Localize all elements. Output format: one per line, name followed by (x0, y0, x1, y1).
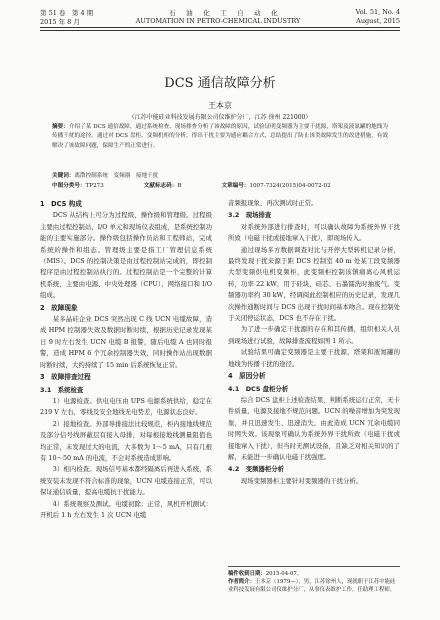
received-date (228, 570, 400, 578)
subsection-heading: 4.1 DCS 盘柜分析 (228, 384, 289, 393)
body-paragraph: 现场变频器柜主要针对变频器的干扰分析。 (240, 476, 363, 485)
body-paragraph: 综合 DCS 盘柜上述检查结果，判断系统运行正常，无卡件质量、电源及接地不规范问题。UCN 的噪音增加为突发现象，并且迅速发生、迅速消失，由此造成 UCN 冗余电缆同时网失效。该现象可确认为系统外界干扰所致（电磁干扰或接地窜入干扰），但当时无测试设备，且缺乏对相关知识的了解，未能进一步确认电磁干扰强度。 (228, 395, 400, 461)
body-paragraph: 通过现场多方数据调查对比与开停大型转机记录分析，最终发现干扰来源于距 DCS 控制室 40 m 处某工段变频器大型变频供电机变频柜，此变频柜控制该镇痛离心风机运转，功率 22 kW，用于硅块、硅芯、石墨镭洗时抽废气。变频器功率约 30 kW，经调阅此控制相应的历史记录，发现几次操作通断时间与 DCS 出现干扰时间基本吻合。现在控制处于关闭停运状态，DCS 也不存在干扰。 (228, 245, 400, 323)
body-paragraph: DCS 从结构上可分为过程级、操作级和管理级。过程级主要由过程控制站、I/O 单元和现场仪表组成，是系统控制功能的主要实施部分。操作级包括操作员站和工程师站，完成系统的操作和组态。管理级主要是指工厂管理信息系统（MIS）。DCS 的控制决策是由过程控制站完成的，即控制程序是由过程控制站执行的。过程控制站是一个完整的计算机系统，主要由电源、中央处理器（CPU）、网络接口和 I/O 组成。 (40, 211, 212, 300)
body-paragraph: 对系统外部进行排查时，可以确认故障为系统外界干扰所致（电磁干扰或接地窜入干扰），即现场传入。 (228, 222, 400, 243)
id-label: 文章编号： (221, 183, 250, 189)
body-paragraph: 2）接地检查。外部导排接法比较规范，柜内接地线规范及部分信号线屏蔽层有接入母排，对每根接地线测量阻值也均正常，未发现过大的电流，大多数为 1～5 mA，只有几根有 10～50 mA 的电流，不会对系统造成影响。 (40, 419, 212, 462)
volume-en: Vol. 51, No. 4 (355, 8, 400, 16)
body-paragraph: 为了进一步确定干扰源的存在和其传播，组织相关人员到现场进行试验，故障排查流程如图 1 所示。 (228, 325, 400, 345)
header-rule (40, 27, 400, 28)
subsection-heading: 3.2 现场排查 (228, 211, 272, 220)
date-en: August, 2015 (356, 17, 400, 25)
body-paragraph: 试验结果可确定变频器是主要干扰源，塔架和液氮罐的地线为传播干扰的途径。 (228, 348, 400, 368)
bio-text: 王本京（1979—），男，江苏徐州人，现就职于江苏中能硅业科技发展有限公司仪维护分厂，从事仪表维护工作，任助理工程师。 (228, 579, 396, 593)
doc-label: 文献标志码： (143, 183, 178, 189)
article-id (221, 181, 330, 189)
abstract (52, 123, 388, 151)
journal-name-en: AUTOMATION IN PETRO-CHEMICAL INDUSTRY (135, 17, 301, 25)
author-name: 王本京 (208, 101, 232, 110)
bio-label: 作者简介： (228, 579, 255, 585)
running-header-bottom (40, 17, 400, 26)
subsection-heading: 3.1 系统检查 (40, 385, 84, 394)
classification-line (52, 181, 388, 189)
footnote (228, 566, 400, 594)
clc-number (52, 181, 104, 189)
author-bio (228, 578, 400, 594)
body-paragraph: 3）相内检查。现场信号基本都经隔离后再进入系统，系统安装未发现不符合标准的现象，UCN 电缆连接正常，可以保证通信质量，提高电缆抗干扰能力。 (40, 465, 212, 497)
article-title: DCS 通信故障分析 (164, 76, 276, 91)
body-paragraph: 某多晶硅企业 DCS 突然出现 C 线 UCN 电缆故障，造成 HPM 控制器失效及数据时断时续，根据历史记录发现某日 9 时左右发生 UCN 电缆 B 报警，随后电缆 A 也同时报警，造成 HPM 6 个冗余控制器失效，同时操作站出现数据时断时续，大约持续了 15 min 后系统恢复正常。 (40, 315, 212, 369)
keywords-label: 关键词： (52, 173, 75, 179)
body-column-left (40, 198, 212, 521)
abstract-label: 摘要： (52, 124, 69, 130)
body-paragraph: 4）系统观察及测试。电缆初除：正常，风机开机测试：开机后 1 h 左右发生 1 次 UCN 电缆 (40, 499, 212, 519)
clc-label: 中图分类号： (52, 183, 86, 189)
section-heading: 1 DCS 构成 (40, 200, 82, 208)
section-heading: 2 故障现象 (40, 303, 78, 312)
date-cn: 2015 年 8 月 (40, 18, 80, 26)
abstract-text: 介绍了某 DCS 通信故障，通过系统检查、现场排查分析了该故障的原因，试验证明变频器为主要干扰源，塔架及液氮罐的地线为传播干扰的途径。通过对 DCS 盘柜、变频机柜的分析，得出干扰主要为感应耦合方式，总结提出了防止该类故障发生的改进措施，有效解决了该故障问题，保障生产的正常进行。 (52, 124, 388, 149)
running-header-top (40, 8, 400, 17)
body-paragraph: 音频报现象，再次测试时正常。 (228, 199, 318, 207)
section-heading: 3 故障排查过程 (40, 373, 91, 382)
document-code (144, 181, 182, 189)
subsection-heading: 4.2 变频器柜分析 (228, 465, 285, 474)
volume-cn: 第 51 卷 第 4 期 (40, 9, 94, 17)
section-heading: 4 原因分析 (228, 372, 266, 381)
clc-value: TP273 (85, 183, 104, 189)
author-affiliation: （江苏中能硅业科技发展有限公司仪维护分厂，江苏 徐州 221000） (128, 114, 312, 121)
id-value: 1007-7324(2015)04-0072-02 (249, 183, 331, 189)
body-paragraph: 1）电源检查。供电电压由 UPS 电源系统供给，稳定在 219 V 左右，零线及安全地线无电势差，电源状态良好。 (40, 396, 212, 417)
received-value: 2015-04-07。 (265, 571, 303, 577)
keywords-text: 离散控制系统 变频器 接地干扰 (74, 173, 159, 179)
keywords (52, 171, 388, 179)
journal-name-cn: 石 油 化 工 自 动 化 (169, 9, 280, 17)
received-label: 稿件收到日期： (228, 571, 266, 577)
doc-value: B (177, 183, 182, 189)
header-rule-thin (40, 30, 400, 31)
body-column-right (228, 198, 400, 487)
